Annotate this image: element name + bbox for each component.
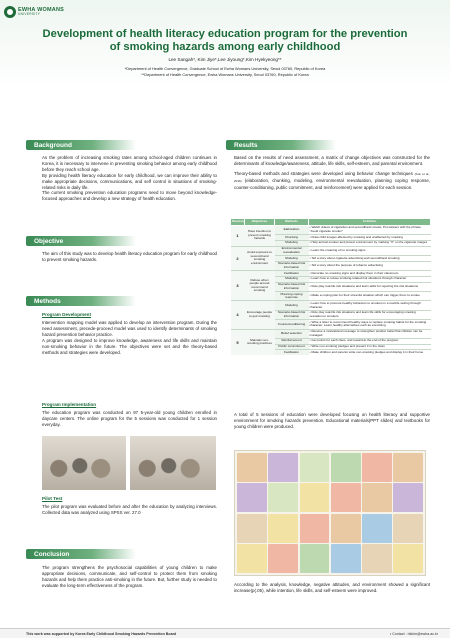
material-illustration-tile	[362, 483, 392, 512]
material-illustration-tile	[300, 453, 330, 482]
matrix-objective-cell: Refuse when people around recommend smoking	[245, 271, 275, 301]
matrix-activity-cell: • Make children and parents write non-smoking pledges and display it in their home	[309, 350, 431, 355]
matrix-activity-cell: • Get points for each class, and reward at the end of the program	[309, 338, 431, 344]
matrix-activity-cell: • Role play real-life risk situations and learn life skills for encouraging smoking cessation to smokers	[309, 310, 431, 319]
program-implementation-p1: The education program was conducted on 97 5-year-old young children enrolled in daycare centers. The online program for the 5 sessions was conducted for 1 session everyday.	[42, 410, 217, 427]
material-illustration-tile	[268, 483, 298, 512]
results-p4: According to the analysis, knowledge, negative attitudes, and environment showed a significant increase(p(.05), while intention, life skills, and self-esteem were improved.	[234, 582, 430, 593]
objective-heading: Objective	[26, 236, 136, 246]
matrix-header-methods: Methods	[275, 219, 309, 226]
matrix-method-cell: Facilitation	[275, 350, 309, 355]
material-illustration-tile	[268, 514, 298, 543]
funding-note: This work was supported by Korea Early Childhood Smoking Hazards Prevention Board	[26, 632, 177, 636]
results-heading: Results	[226, 140, 336, 150]
background-body	[42, 155, 217, 202]
matrix-activity-cell: • Receive a motivational message to strengthen positive belief that children can be managed	[309, 329, 431, 338]
matrix-header-activities: Activities	[309, 219, 431, 226]
material-illustration-tile	[237, 544, 267, 573]
matrix-activity-cell: • Decorate no-smoking signs and display them in their classroom	[309, 271, 431, 277]
results-p1: Based on the results of need assessment, a matrix of change objectives was constructed for the determinants of knowledge/awareness, attitude, life skills, self-esteem, and parental environment.	[234, 155, 430, 166]
material-illustration-tile	[393, 544, 423, 573]
material-illustration-tile	[393, 483, 423, 512]
matrix-method-cell: Planning coping response	[275, 292, 309, 301]
matrix-header-objectives: Objectives	[245, 219, 275, 226]
matrix-activity-cell: • Learn how to promote healthy behaviors to smokers in a real-life setting through character	[309, 301, 431, 310]
matrix-activity-cell: • Write non-smoking pledges and present it in the class	[309, 344, 431, 350]
material-illustration-tile	[300, 544, 330, 573]
matrix-method-cell: Modeling	[275, 240, 309, 246]
matrix-method-cell: Modeling	[275, 255, 309, 261]
material-illustration-tile	[331, 483, 361, 512]
bullet-icon: •	[309, 344, 312, 349]
classroom-photo-2	[130, 436, 216, 490]
matrix-method-cell: Modeling	[275, 276, 309, 282]
material-illustration-tile	[237, 514, 267, 543]
matrix-session-cell: 5	[231, 329, 245, 355]
poster-title: Development of health literacy education program for the prevention of smoking hazards among early childhood	[42, 28, 408, 53]
bullet-icon: •	[309, 234, 312, 239]
pilot-test-heading: Pilot Test	[42, 496, 63, 501]
material-illustration-tile	[268, 453, 298, 482]
footer	[0, 628, 450, 638]
program-implementation-heading: Program Implementation	[42, 402, 97, 407]
objective-body	[42, 251, 217, 263]
material-illustration-tile	[362, 544, 392, 573]
affiliations	[0, 66, 450, 78]
background-p2: By providing health literacy education for early childhood, we can improve their ability to make appropriate decisions, communications, and self control in situations of smoking-related risks in daily life.	[42, 172, 217, 190]
matrix-objective-cell: Encourage people to quit smoking	[245, 301, 275, 329]
affiliation-1: *Department of Health Convergence, Graduate School of Ewha Womans University, Seoul 03760, Republic of Korea	[124, 66, 326, 71]
matrix-method-cell: Scenario-based risk information	[275, 282, 309, 291]
material-illustration-tile	[393, 514, 423, 543]
matrix-session-cell: 1	[231, 225, 245, 246]
matrix-method-cell: Facilitation	[275, 271, 309, 277]
matrix-method-cell: Chunking	[275, 234, 309, 240]
matrix-method-cell: Environmental reevaluation	[275, 246, 309, 255]
background-p1: As the problem of increasing smoking rates among school-aged children continues in Korea, it is necessary to intervene in preventing smoking behavior among early childhood before they reach school age.	[42, 155, 217, 172]
results-p2: Theory-based methods and strategies were developed using behavior change techniques (Kok et al., 2016) (elaboration, chunking, modeling, environmental reevaluation, planning coping response, counter-conditioning, public commitment, and reinforcement) were applied for each session.	[234, 170, 430, 190]
matrix-header-session: Session	[231, 219, 245, 226]
logo-name: EWHA WOMANS	[18, 6, 64, 13]
bullet-icon: •	[309, 338, 312, 343]
background-heading: Background	[26, 140, 136, 150]
classroom-photo-1	[42, 436, 126, 490]
bullet-icon: •	[309, 310, 312, 315]
matrix-activity-cell: • Make a coping plan for their stressful situation which can trigger them to smoke	[309, 292, 431, 301]
contact-email: • Contact : hkkim@ewha.ac.kr	[389, 632, 438, 636]
bullet-icon: •	[309, 270, 312, 275]
program-development-body	[42, 320, 217, 355]
results-body-1	[234, 155, 430, 191]
matrix-objective-cell: Have intention to prevent smoking hazards	[245, 225, 275, 246]
material-illustration-tile	[268, 544, 298, 573]
matrix-objective-cell: Maintain non-smoking practices	[245, 329, 275, 355]
logo-sub: UNIVERSITY	[18, 12, 41, 17]
matrix-activity-cell: • Tell a story about the purpose of tobacco advertising	[309, 261, 431, 270]
matrix-session-cell: 4	[231, 301, 245, 329]
matrix-method-cell: Reinforcement	[275, 338, 309, 344]
material-illustration-tile	[331, 544, 361, 573]
material-illustration-tile	[237, 453, 267, 482]
matrix-row	[231, 301, 431, 310]
bullet-icon: •	[309, 329, 312, 334]
program-development-p2: A program was designed to improve knowledge, awareness and life skills and maintain non-smoking behavior in the future. The objectives were set and the theory-based methods and strategies were developed.	[42, 337, 217, 355]
pilot-test-p1: The pilot program was evaluated before and after the education by analyzing interviews. Collected data was analyzed using SPSS ver. 27.0	[42, 504, 217, 515]
bullet-icon: •	[309, 255, 312, 260]
pilot-test-body	[42, 504, 217, 516]
matrix-header-row	[231, 219, 431, 226]
matrix-activity-cell: • Learn how to refuse smoking-related risk situations through character	[309, 276, 431, 282]
matrix-method-cell: Scenario-based risk information	[275, 310, 309, 319]
matrix-objective-cell: Avoid exposure to second-hand smoking environment	[245, 246, 275, 271]
bullet-icon: •	[309, 263, 312, 268]
bullet-icon: •	[309, 319, 312, 324]
matrix-row	[231, 225, 431, 234]
material-illustration-tile	[393, 453, 423, 482]
program-development-p1: Intervention mapping model was applied to develop an intervention program. During the need assessment, precede-proceed model was used to identify determinants of smoking hazard prevention behavior practice.	[42, 320, 217, 337]
matrix-method-cell: Public commitment	[275, 344, 309, 350]
bullet-icon: •	[309, 225, 312, 230]
program-implementation-body	[42, 410, 217, 428]
matrix-activity-cell: • Tell a story about cigarette advertising and secondhand smoking	[309, 255, 431, 261]
matrix-activity-cell: • Watch videos of cigarettes and secondhand smoke. Put stickers with the phrase "Avoid cigarette smoke!"	[309, 225, 431, 234]
matrix-activity-cell: • Role play real-life risk situations and learn skills for rejecting the risk situations	[309, 282, 431, 291]
matrix-method-cell: Modeling	[275, 301, 309, 310]
material-illustration-tile	[331, 514, 361, 543]
bullet-icon: •	[309, 293, 312, 298]
conclusion-p1: The program strengthens the psychosocial capabilities of young children to make appropriate decisions, communicate, and self-control to protect them from smoking hazards and help them practice anti-smoking in the future. But, further study is needed to evaluate the long-term effectiveness of the program.	[42, 565, 217, 588]
material-illustration-tile	[331, 453, 361, 482]
matrix-session-cell: 3	[231, 271, 245, 301]
bullet-icon: •	[309, 276, 312, 281]
change-objectives-matrix	[230, 218, 431, 355]
emblem-icon	[4, 6, 16, 18]
results-p3: A total of 5 sessions of education were developed focusing on health literacy and supportive environment for smoking hazards prevention. Educational materials(PPT slides) and textbooks for young children were produced.	[234, 412, 430, 429]
matrix-activity-cell: • Write a letter to recommend healthy ways to replace smoking habits for the smoking character. Learn healthy alternatives such as exercising	[309, 320, 431, 329]
matrix-row	[231, 246, 431, 255]
material-illustration-tile	[300, 514, 330, 543]
university-logo	[4, 4, 64, 20]
authors: Lee Sangah*, Kim Jiye*,Lee Jiyoung*,Kim Hyekyeong**	[168, 57, 282, 62]
program-development-heading: Program Development	[42, 312, 92, 317]
methods-heading: Methods	[26, 296, 136, 306]
matrix-activity-cell: • Draw child images affected by smoking and unaffected by smoking	[309, 234, 431, 240]
background-p3: The current smoking prevention education programs need to move beyond knowledge-focused approaches and develop a new strategy of health education.	[42, 190, 217, 202]
affiliation-2: **Department of Health Convergence, Ewha Womans University, Seoul 03760, Republic of Korea	[141, 72, 309, 77]
results-body-3	[234, 582, 430, 594]
matrix-session-cell: 2	[231, 246, 245, 271]
bullet-icon: •	[309, 350, 312, 355]
bullet-icon: •	[309, 240, 312, 245]
matrix-method-cell: Counterconditioning	[275, 320, 309, 329]
bullet-icon: •	[309, 247, 312, 252]
material-illustration-tile	[237, 483, 267, 512]
matrix-method-cell: Elaboration	[275, 225, 309, 234]
bullet-icon: •	[309, 300, 312, 305]
conclusion-body	[42, 565, 217, 589]
matrix-method-cell: Belief selection	[275, 329, 309, 338]
material-illustration-tile	[300, 483, 330, 512]
matrix-row	[231, 329, 431, 338]
material-illustration-tile	[362, 514, 392, 543]
educational-materials-collage	[234, 450, 426, 576]
matrix-method-cell: Scenario-based risk information	[275, 261, 309, 270]
bullet-icon: •	[309, 284, 312, 289]
matrix-activity-cell: • Learn the meaning of no smoking signs	[309, 246, 431, 255]
conclusion-heading: Conclusion	[26, 549, 136, 559]
matrix-activity-cell: • Help animal smoker and protect environment by marking "X" on the cigarette images	[309, 240, 431, 246]
results-body-2	[234, 412, 430, 430]
material-illustration-tile	[362, 453, 392, 482]
objective-p1: The aim of this study was to develop health literacy education program for early childhood to prevent smoking hazards.	[42, 251, 217, 262]
